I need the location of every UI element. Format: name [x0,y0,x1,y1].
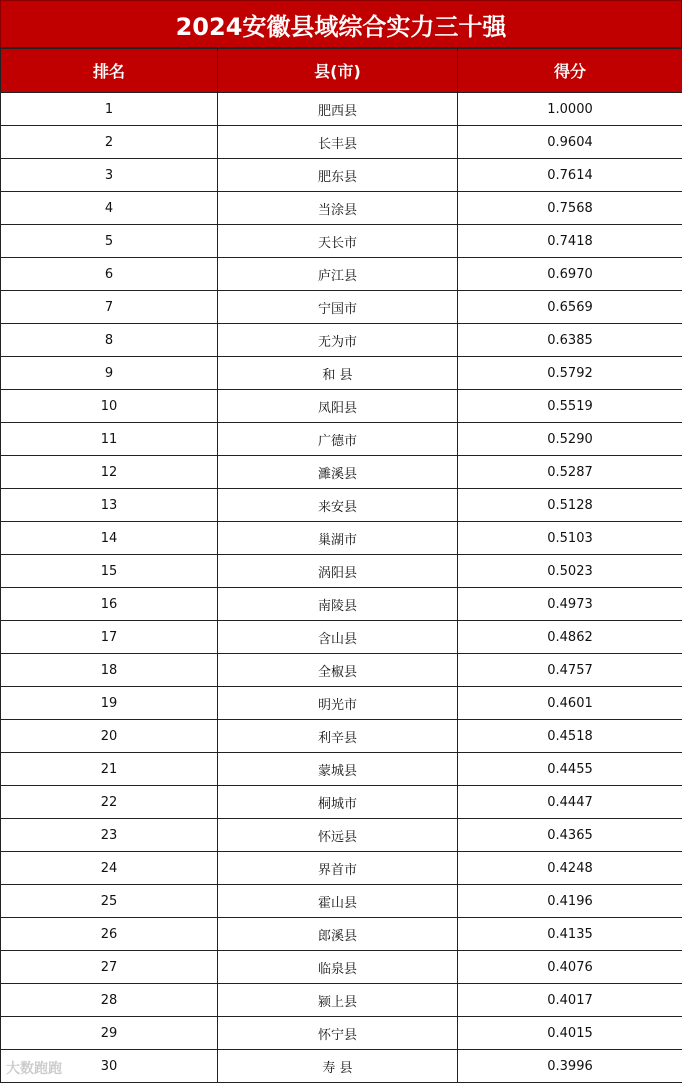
county-cell: 巢湖市 [218,522,458,555]
county-cell: 肥东县 [218,159,458,192]
score-cell: 0.4365 [458,819,682,852]
table-row [1,951,682,984]
rank-cell: 30 [1,1050,218,1083]
score-cell: 0.4757 [458,654,682,687]
table-row [1,159,682,192]
rank-cell: 18 [1,654,218,687]
rank-cell: 9 [1,357,218,390]
score-cell: 0.4601 [458,687,682,720]
table-header-row [1,49,682,93]
county-cell: 广德市 [218,423,458,456]
score-cell: 0.4017 [458,984,682,1017]
rank-cell: 15 [1,555,218,588]
table-row [1,225,682,258]
table-row [1,918,682,951]
county-cell: 肥西县 [218,93,458,126]
county-cell: 桐城市 [218,786,458,819]
county-cell: 怀远县 [218,819,458,852]
column-header-rank: 排名 [1,49,218,93]
score-cell: 0.4447 [458,786,682,819]
table-row [1,192,682,225]
table-row [1,984,682,1017]
rank-cell: 8 [1,324,218,357]
rank-cell: 6 [1,258,218,291]
rank-cell: 20 [1,720,218,753]
score-cell: 0.4455 [458,753,682,786]
score-cell: 0.4015 [458,1017,682,1050]
score-cell: 0.5792 [458,357,682,390]
rank-cell: 10 [1,390,218,423]
county-cell: 郎溪县 [218,918,458,951]
county-cell: 怀宁县 [218,1017,458,1050]
rank-cell: 21 [1,753,218,786]
score-cell: 0.4862 [458,621,682,654]
page-title: 2024安徽县域综合实力三十强 [0,0,682,48]
rank-cell: 1 [1,93,218,126]
score-cell: 0.5519 [458,390,682,423]
table-row [1,258,682,291]
table-row [1,555,682,588]
score-cell: 0.6569 [458,291,682,324]
score-cell: 1.0000 [458,93,682,126]
county-cell: 长丰县 [218,126,458,159]
county-cell: 界首市 [218,852,458,885]
score-cell: 0.5023 [458,555,682,588]
score-cell: 0.4973 [458,588,682,621]
score-cell: 0.5128 [458,489,682,522]
county-cell: 寿 县 [218,1050,458,1083]
county-cell: 明光市 [218,687,458,720]
rank-cell: 17 [1,621,218,654]
rank-cell: 14 [1,522,218,555]
score-cell: 0.4248 [458,852,682,885]
county-cell: 蒙城县 [218,753,458,786]
rank-cell: 7 [1,291,218,324]
table-row [1,522,682,555]
table-row [1,852,682,885]
table-row [1,720,682,753]
table-row [1,390,682,423]
table-row [1,885,682,918]
rank-cell: 11 [1,423,218,456]
ranking-table [0,48,682,1083]
county-cell: 无为市 [218,324,458,357]
county-cell: 天长市 [218,225,458,258]
table-body [1,93,682,1083]
rank-cell: 22 [1,786,218,819]
table-row [1,291,682,324]
rank-cell: 26 [1,918,218,951]
county-cell: 涡阳县 [218,555,458,588]
watermark: 大数跑跑 [6,1058,62,1078]
county-cell: 当涂县 [218,192,458,225]
table-row [1,654,682,687]
score-cell: 0.4076 [458,951,682,984]
rank-cell: 2 [1,126,218,159]
rank-cell: 16 [1,588,218,621]
rank-cell: 25 [1,885,218,918]
rank-cell: 27 [1,951,218,984]
score-cell: 0.7418 [458,225,682,258]
table-row [1,489,682,522]
score-cell: 0.6385 [458,324,682,357]
column-header-score: 得分 [458,49,682,93]
county-cell: 南陵县 [218,588,458,621]
score-cell: 0.7614 [458,159,682,192]
table-row [1,786,682,819]
rank-cell: 4 [1,192,218,225]
score-cell: 0.5103 [458,522,682,555]
table-row [1,126,682,159]
county-cell: 来安县 [218,489,458,522]
score-cell: 0.6970 [458,258,682,291]
rank-cell: 5 [1,225,218,258]
table-row [1,1050,682,1083]
rank-cell: 3 [1,159,218,192]
county-cell: 霍山县 [218,885,458,918]
county-cell: 含山县 [218,621,458,654]
rank-cell: 28 [1,984,218,1017]
county-cell: 颍上县 [218,984,458,1017]
rank-cell: 24 [1,852,218,885]
score-cell: 0.5287 [458,456,682,489]
table-row [1,93,682,126]
county-cell: 临泉县 [218,951,458,984]
county-cell: 宁国市 [218,291,458,324]
table-row [1,1017,682,1050]
score-cell: 0.4518 [458,720,682,753]
county-cell: 庐江县 [218,258,458,291]
score-cell: 0.5290 [458,423,682,456]
score-cell: 0.3996 [458,1050,682,1083]
county-cell: 全椒县 [218,654,458,687]
rank-cell: 29 [1,1017,218,1050]
table-row [1,621,682,654]
table-row [1,753,682,786]
table-row [1,687,682,720]
table-row [1,324,682,357]
score-cell: 0.4135 [458,918,682,951]
rank-cell: 23 [1,819,218,852]
score-cell: 0.4196 [458,885,682,918]
table-row [1,456,682,489]
table-row [1,423,682,456]
score-cell: 0.9604 [458,126,682,159]
rank-cell: 12 [1,456,218,489]
county-cell: 利辛县 [218,720,458,753]
table-row [1,819,682,852]
rank-cell: 13 [1,489,218,522]
county-cell: 和 县 [218,357,458,390]
county-cell: 濉溪县 [218,456,458,489]
column-header-county: 县(市) [218,49,458,93]
rank-cell: 19 [1,687,218,720]
table-row [1,357,682,390]
table-row [1,588,682,621]
county-cell: 凤阳县 [218,390,458,423]
score-cell: 0.7568 [458,192,682,225]
